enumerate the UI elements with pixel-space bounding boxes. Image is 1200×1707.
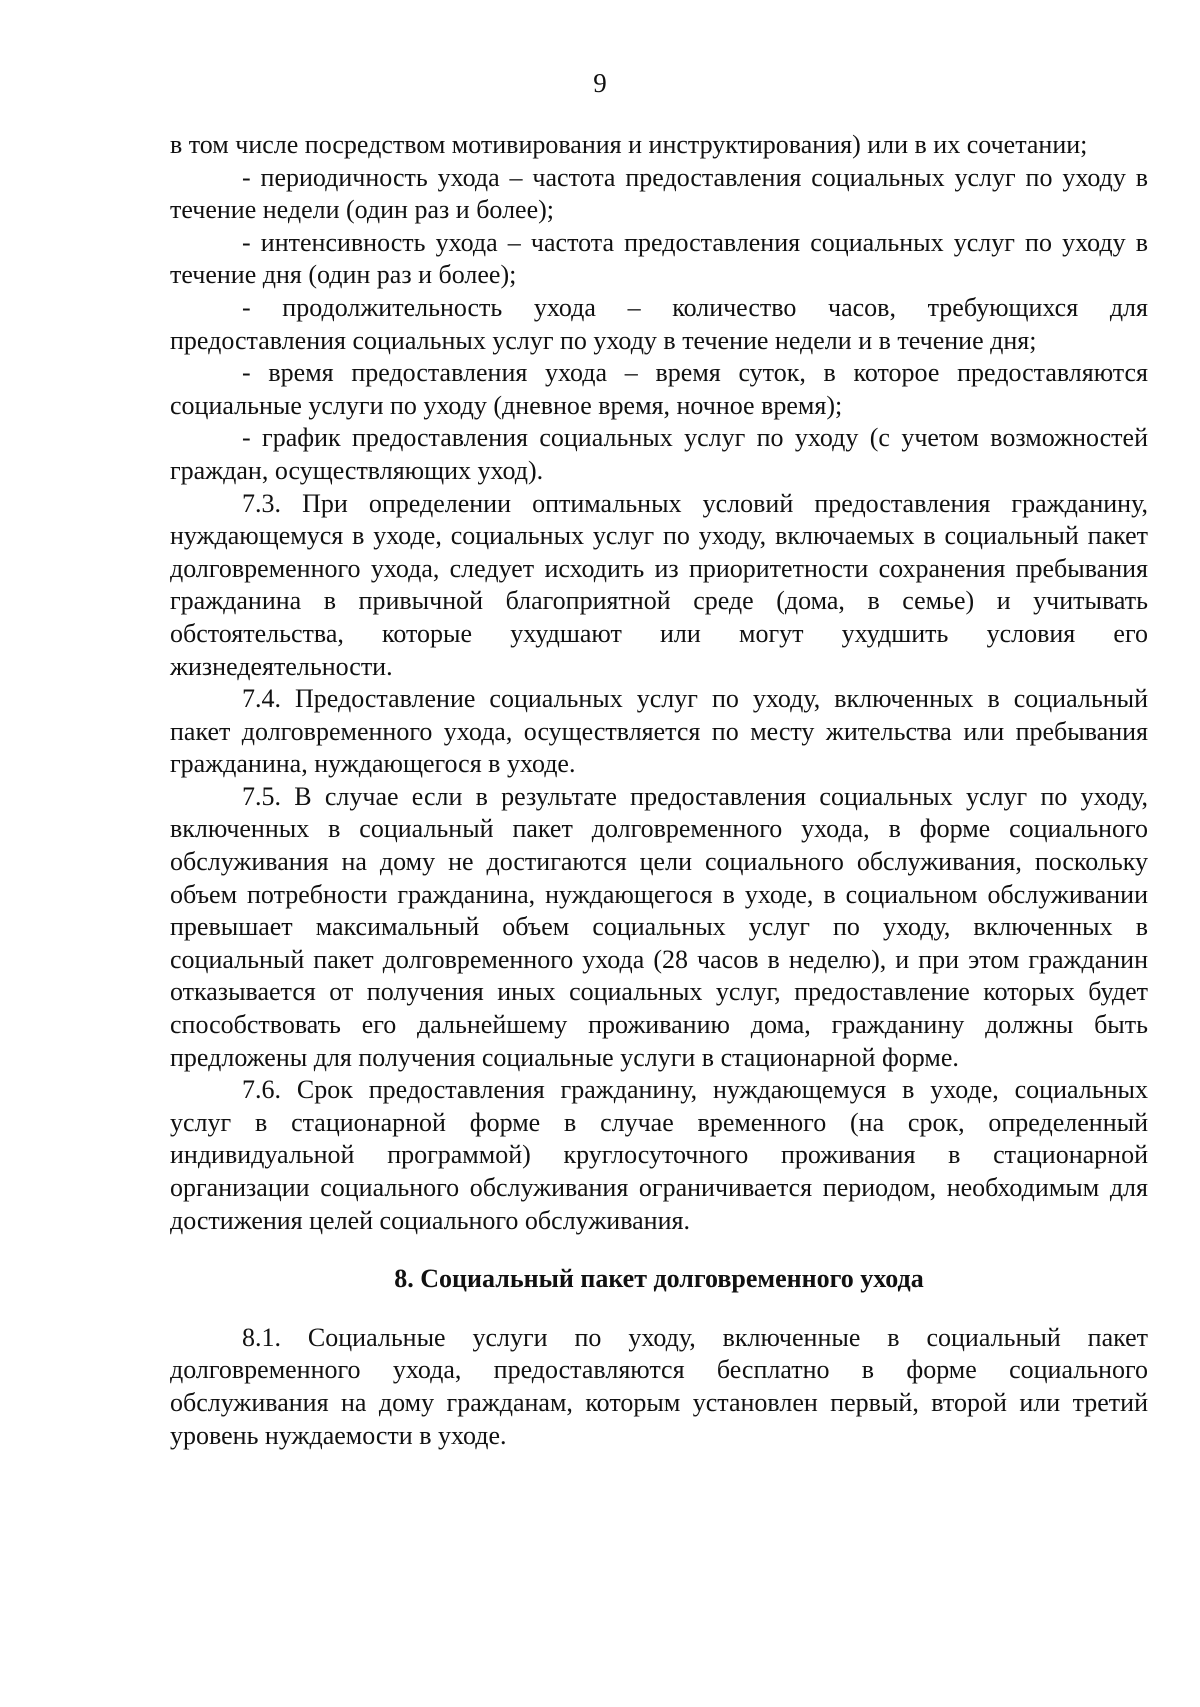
section-heading: 8. Социальный пакет долговременного ухода [394, 1264, 924, 1294]
list-item-periodicity: - периодичность ухода – частота предоставления социальных услуг по уходу в течение недели (один раз и более); [170, 162, 1148, 225]
clause-7-3: 7.3. При определении оптимальных условий предоставления гражданину, нуждающемуся в уходе, социальных услуг по уходу, включаемых в социальный пакет долговременного ухода, следует исходить из приоритетности сохранения пребывания гражданина в привычной благоприятной среде (дома, в семье) и учитывать обстоятельства, которые ухудшают или могут ухудшить условия его жизнедеятельности. [170, 488, 1148, 681]
list-item-intensity: - интенсивность ухода – частота предоставления социальных услуг по уходу в течение дня (один раз и более); [170, 227, 1148, 290]
clause-7-5: 7.5. В случае если в результате предоставления социальных услуг по уходу, включенных в социальный пакет долговременного ухода, в форме социального обслуживания на дому не достигаются цели социального обслуживания, поскольку объем потребности гражданина, нуждающегося в уходе, в социальном обслуживании превышает максимальный объем социальных услуг по уходу, включенных в социальный пакет долговременного ухода (28 часов в неделю), и при этом гражданин отказывается от получения иных социальных услуг, предоставление которых будет способствовать его дальнейшему проживанию дома, гражданину должны быть предложены для получения социальные услуги в стационарной форме. [170, 781, 1148, 1072]
clause-7-6: 7.6. Срок предоставления гражданину, нуждающемуся в уходе, социальных услуг в стационарной форме в случае временного (на срок, определенный индивидуальной программой) круглосуточного проживания в стационарной организации социального обслуживания ограничивается периодом, необходимым для достижения целей социального обслуживания. [170, 1075, 1148, 1235]
document-body [170, 129, 1148, 1452]
list-item-duration: - продолжительность ухода – количество часов, требующихся для предоставления социальных услуг по уходу в течение недели и в течение дня; [170, 292, 1148, 355]
list-item-time-of-care: - время предоставления ухода – время суток, в которое предоставляются социальные услуги по уходу (дневное время, ночное время); [170, 358, 1148, 420]
clause-7-4: 7.4. Предоставление социальных услуг по уходу, включенных в социальный пакет долговременного ухода, осуществляется по месту жительства или пребывания гражданина, нуждающегося в уходе. [170, 684, 1148, 779]
page-number: 9 [593, 68, 607, 98]
list-item-schedule: - график предоставления социальных услуг по уходу (с учетом возможностей граждан, осуществляющих уход). [170, 423, 1148, 485]
clause-8-1: 8.1. Социальные услуги по уходу, включенные в социальный пакет долговременного ухода, предоставляются бесплатно в форме социального обслуживания на дому гражданам, которым установлен первый, второй или третий уровень нуждаемости в уходе. [170, 1322, 1148, 1450]
paragraph-continuation: в том числе посредством мотивирования и инструктирования) или в их сочетании; [170, 130, 1088, 159]
